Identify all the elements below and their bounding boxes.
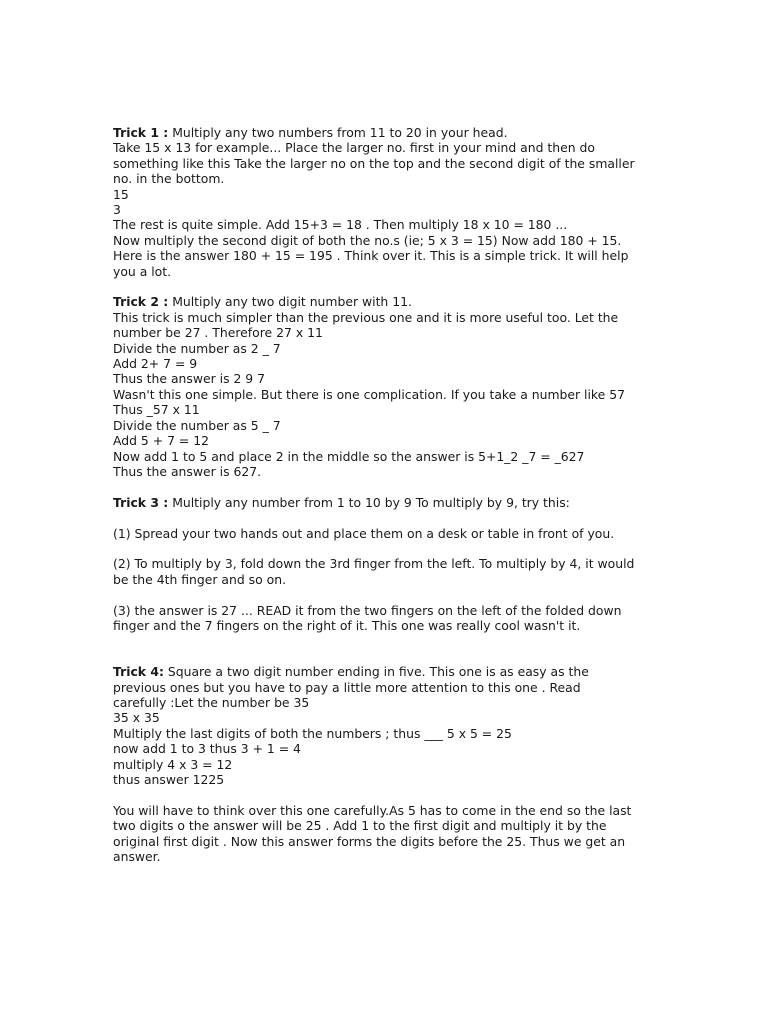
trick-4-closing-line: answer.: [113, 848, 161, 864]
trick-3-section: [113, 495, 658, 634]
trick-2-line: Thus _57 x 11: [113, 402, 200, 418]
trick-1-line: Take 15 x 13 for example... Place the larger no. first in your mind and then do: [113, 140, 596, 156]
trick-1-heading: [113, 125, 658, 140]
trick-4-closing-line: two digits o the answer will be 25 . Add 1 to the first digit and multiply it by the: [113, 818, 607, 834]
trick-3-step-3: (3) the answer is 27 ... READ it from the two fingers on the left of the folded down: [113, 602, 622, 618]
document-body: [113, 125, 658, 864]
trick-1-line: something like this Take the larger no on the top and the second digit of the smaller: [113, 155, 635, 171]
trick-1-section: [113, 125, 658, 279]
trick-4-section: [113, 664, 658, 864]
trick-3-step-2: be the 4th finger and so on.: [113, 571, 287, 587]
trick-3-title: Multiply any number from 1 to 10 by 9 To multiply by 9, try this:: [168, 494, 570, 510]
trick-1-line: no. in the bottom.: [113, 171, 225, 187]
trick-2-section: [113, 294, 658, 479]
trick-2-line: Divide the number as 2 _ 7: [113, 340, 281, 356]
trick-4-line: previous ones but you have to pay a little more attention to this one . Read: [113, 679, 581, 695]
trick-2-line: Add 5 + 7 = 12: [113, 433, 209, 449]
trick-2-line: Thus the answer is 627.: [113, 463, 262, 479]
trick-2-line: Now add 1 to 5 and place 2 in the middle so the answer is 5+1_2 _7 = _627: [113, 448, 585, 464]
trick-4-line: thus answer 1225: [113, 771, 225, 787]
trick-4-title: Square a two digit number ending in five. This one is as easy as the: [163, 664, 589, 680]
trick-2-line: This trick is much simpler than the previous one and it is more useful too. Let the: [113, 309, 619, 325]
trick-2-title: Multiply any two digit number with 11.: [168, 294, 412, 310]
trick-1-label: Trick 1 :: [113, 125, 169, 140]
trick-2-line: Wasn't this one simple. But there is one complication. If you take a number like 57: [113, 386, 625, 402]
trick-4-heading: [113, 664, 658, 679]
trick-4-line: 35 x 35: [113, 710, 160, 726]
trick-2-line: Divide the number as 5 _ 7: [113, 417, 281, 433]
trick-3-heading: [113, 495, 658, 510]
trick-3-step-2: (2) To multiply by 3, fold down the 3rd finger from the left. To multiply by 4, it would: [113, 556, 635, 572]
trick-1-line: 15: [113, 186, 129, 202]
trick-2-line: number be 27 . Therefore 27 x 11: [113, 325, 323, 341]
trick-4-line: Multiply the last digits of both the numbers ; thus ___ 5 x 5 = 25: [113, 725, 512, 741]
trick-1-line: Now multiply the second digit of both the no.s (ie; 5 x 3 = 15) Now add 180 + 15.: [113, 232, 622, 248]
trick-1-line: 3: [113, 202, 121, 218]
trick-3-label: Trick 3 :: [113, 494, 169, 510]
trick-2-heading: [113, 294, 658, 309]
trick-4-closing-line: You will have to think over this one carefully.As 5 has to come in the end so the last: [113, 802, 632, 818]
trick-3-step-1: (1) Spread your two hands out and place them on a desk or table in front of you.: [113, 525, 615, 541]
trick-4-line: now add 1 to 3 thus 3 + 1 = 4: [113, 741, 301, 757]
trick-2-label: Trick 2 :: [113, 294, 169, 310]
trick-1-line: The rest is quite simple. Add 15+3 = 18 . Then multiply 18 x 10 = 180 ...: [113, 217, 568, 233]
trick-4-line: multiply 4 x 3 = 12: [113, 756, 233, 772]
trick-1-title: Multiply any two numbers from 11 to 20 in your head.: [168, 125, 508, 140]
trick-4-line: carefully :Let the number be 35: [113, 694, 310, 710]
trick-4-label: Trick 4:: [113, 664, 164, 680]
trick-1-line: Here is the answer 180 + 15 = 195 . Think over it. This is a simple trick. It will help: [113, 248, 629, 264]
trick-2-line: Thus the answer is 2 9 7: [113, 371, 265, 387]
trick-3-step-3: finger and the 7 fingers on the right of it. This one was really cool wasn't it.: [113, 617, 581, 633]
trick-2-line: Add 2+ 7 = 9: [113, 356, 198, 372]
trick-4-closing-line: original first digit . Now this answer forms the digits before the 25. Thus we get an: [113, 833, 626, 849]
trick-1-line: you a lot.: [113, 263, 172, 279]
